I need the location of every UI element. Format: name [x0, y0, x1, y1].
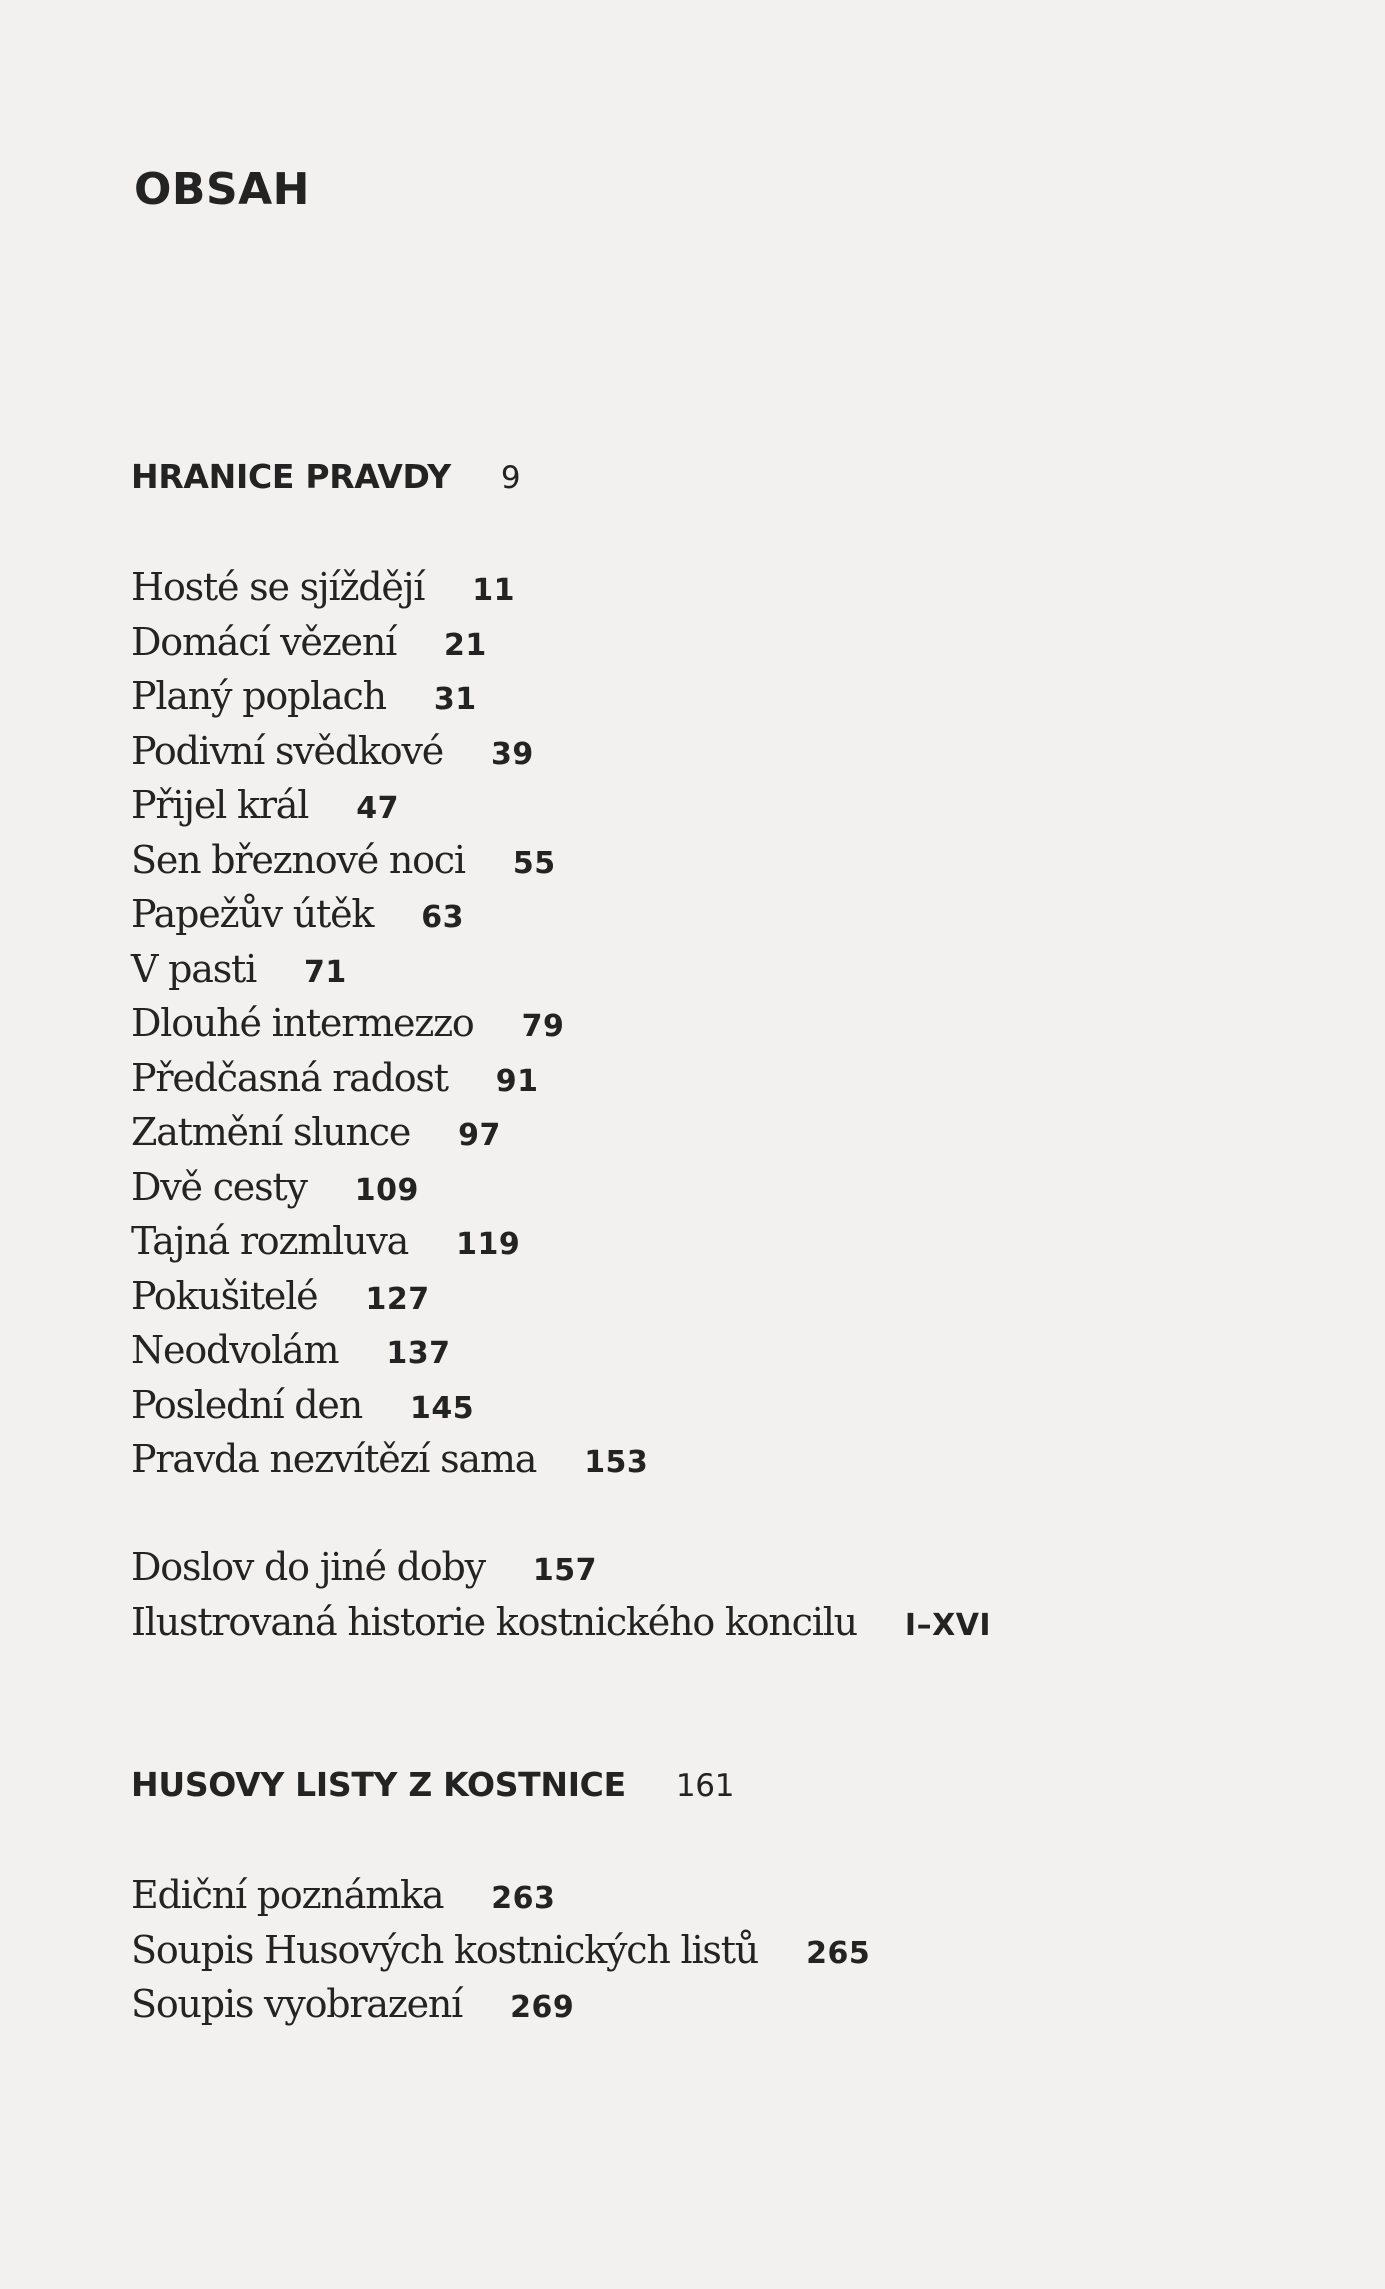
entry-title: Přijel král	[131, 783, 309, 827]
entry-title: Podivní svědkové	[131, 728, 444, 773]
toc-entry	[131, 996, 648, 1051]
entry-page-number: 91	[495, 1063, 539, 1099]
entry-title: Domácí vězení	[131, 619, 397, 664]
entry-title: Dlouhé intermezzo	[131, 1001, 474, 1045]
toc-entry	[131, 1269, 648, 1324]
entry-title: Poslední den	[131, 1382, 362, 1427]
entry-page-number: 269	[510, 1990, 575, 2025]
toc-entry	[131, 615, 648, 670]
toc-entry	[131, 1160, 648, 1215]
entry-page-number: 97	[458, 1118, 501, 1153]
entry-title: Pravda nezvítězí sama	[131, 1437, 537, 1481]
entry-page-number: 63	[421, 900, 464, 935]
toc-entry	[131, 887, 648, 942]
toc-entry	[131, 1105, 648, 1160]
entry-title: Sen březnové noci	[131, 837, 465, 882]
chapter-list-part-1	[131, 560, 648, 1487]
entry-page-number: 137	[386, 1336, 451, 1371]
entry-title: Dvě cesty	[131, 1164, 307, 1209]
toc-entry	[131, 1051, 648, 1106]
entry-page-number: 47	[356, 791, 399, 826]
toc-entry	[131, 1432, 648, 1487]
entry-title: Neodvolám	[131, 1328, 339, 1372]
entry-page-number: 21	[444, 627, 487, 663]
part-title: HUSOVY LISTY Z KOSTNICE	[131, 1765, 626, 1804]
toc-entry	[131, 1868, 870, 1923]
part-title: HRANICE PRAVDY	[131, 457, 451, 496]
entry-title: Ilustrovaná historie kostnického koncilu	[131, 1599, 857, 1644]
entry-page-number: 145	[409, 1390, 475, 1426]
page-title: OBSAH	[134, 164, 311, 215]
part-heading-hranice-pravdy	[131, 457, 521, 496]
entry-title: Ediční poznámka	[131, 1873, 444, 1917]
toc-entry	[131, 669, 648, 724]
entry-title: Předčasná radost	[131, 1055, 448, 1100]
toc-entry	[131, 1595, 991, 1650]
entry-page-number: 263	[491, 1881, 556, 1916]
entry-page-number: 55	[512, 845, 556, 881]
part-page-number: 161	[675, 1768, 735, 1804]
entry-page-number: 153	[584, 1445, 649, 1480]
entry-page-number: 31	[433, 682, 477, 717]
toc-entry	[131, 778, 648, 833]
part-heading-husovy-listy	[131, 1765, 735, 1804]
entry-title: Soupis vyobrazení	[131, 1982, 463, 2026]
entry-title: V pasti	[131, 946, 257, 991]
entry-title: Hosté se sjíždějí	[131, 565, 425, 609]
toc-entry	[131, 1323, 648, 1378]
entry-page-number: 109	[354, 1172, 419, 1208]
entry-title: Pokušitelé	[131, 1273, 318, 1318]
entry-page-number: 71	[304, 954, 347, 990]
entry-page-number: 119	[456, 1227, 521, 1262]
toc-entry	[131, 1214, 648, 1269]
toc-entry	[131, 724, 648, 779]
part-page-number: 9	[500, 460, 521, 496]
entry-title: Tajná rozmluva	[131, 1219, 409, 1263]
toc-entry	[131, 942, 648, 997]
entry-title: Doslov do jiné doby	[131, 1545, 485, 1589]
entry-page-number: 127	[365, 1281, 430, 1317]
entry-title: Planý poplach	[131, 674, 386, 718]
appendix-list-part-1	[131, 1540, 991, 1649]
entry-page-number: 39	[491, 736, 534, 772]
entry-title: Zatmění slunce	[131, 1110, 411, 1154]
toc-entry	[131, 1923, 870, 1978]
entry-page-number: 157	[532, 1553, 598, 1588]
toc-entry	[131, 1378, 648, 1433]
toc-entry	[131, 833, 648, 888]
entry-title: Papežův útěk	[131, 892, 374, 936]
chapter-list-part-2	[131, 1868, 870, 2032]
toc-entry	[131, 1540, 991, 1595]
toc-entry	[131, 560, 648, 615]
entry-page-number: I–XVI	[904, 1607, 992, 1643]
entry-page-number: 79	[521, 1009, 565, 1044]
entry-page-number: 265	[806, 1935, 871, 1971]
toc-entry	[131, 1977, 870, 2032]
entry-title: Soupis Husových kostnických listů	[131, 1927, 759, 1972]
entry-page-number: 11	[472, 573, 515, 608]
